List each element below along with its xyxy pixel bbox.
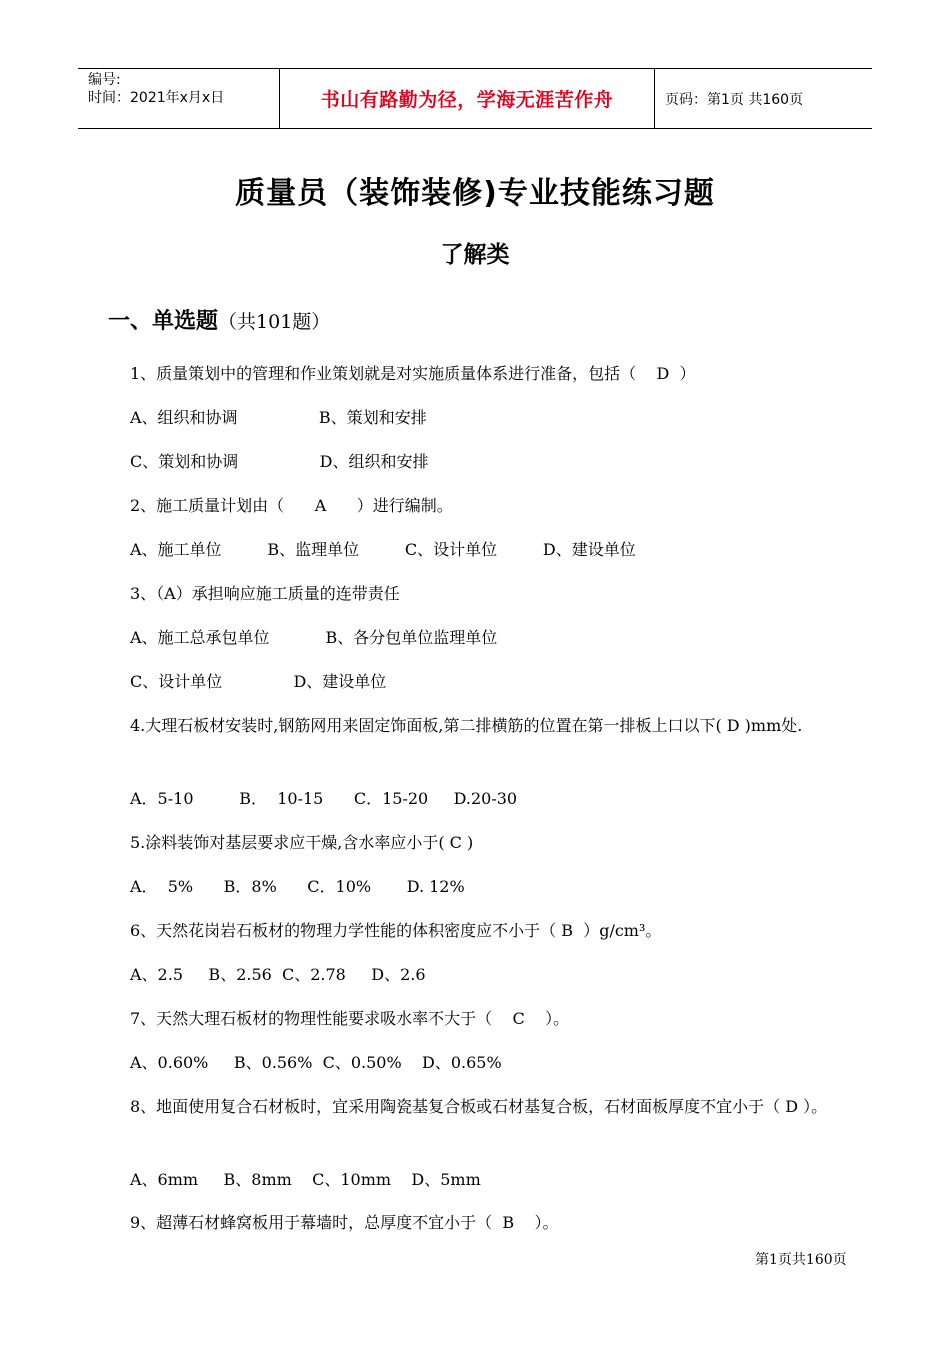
header-motto: [280, 69, 655, 128]
section-heading-note: （共101题）: [218, 311, 331, 333]
question-9: 9、超薄石材蜂窝板用于幕墙时，总厚度不宜小于（ B ）。: [130, 1213, 559, 1232]
question-7: 7、天然大理石板材的物理性能要求吸水率不大于（ C ）。: [130, 1009, 570, 1028]
question-4: 4.大理石板材安装时,钢筋网用来固定饰面板,第二排横筋的位置在第一排板上口以下( D )mm处.: [130, 716, 803, 735]
section-heading: [108, 304, 330, 335]
header-meta: [78, 69, 280, 128]
question-8: 8、地面使用复合石材板时，宜采用陶瓷基复合板或石材基复合板，石材面板厚度不宜小于（ D ）。: [130, 1097, 828, 1116]
time-label: 时间：2021年x月x日: [88, 90, 225, 106]
question-8-options: A、6mm B、8mm C、10mm D、5mm: [130, 1170, 481, 1189]
header-page-info: [655, 69, 872, 128]
question-1: 1、质量策划中的管理和作业策划就是对实施质量体系进行准备，包括（ D ）: [130, 364, 696, 383]
page-info-text: 页码：第1页 共160页: [665, 91, 804, 108]
question-5-options: A． 5% B．8% C．10% D. 12%: [130, 877, 465, 896]
question-6: 6、天然花岗岩石板材的物理力学性能的体积密度应不小于（ B ）g/cm³。: [130, 921, 662, 940]
number-label: 编号:: [88, 72, 121, 88]
question-5: 5.涂料装饰对基层要求应干燥,含水率应小于( C ): [130, 833, 474, 852]
page-footer: 第1页共160页: [755, 1252, 847, 1268]
motto-text: 书山有路勤为径，学海无涯苦作舟: [320, 89, 614, 111]
question-6-options: A、2.5 B、2.56 C、2.78 D、2.6: [130, 965, 426, 984]
question-2: 2、施工质量计划由（ A ）进行编制。: [130, 496, 453, 515]
section-heading-text: 一、单选题: [108, 309, 219, 334]
document-subtitle: 了解类: [440, 242, 510, 268]
question-1-options-a-b: A、组织和协调 B、策划和安排: [130, 408, 427, 427]
question-4-options: A．5-10 B． 10-15 C．15-20 D.20-30: [130, 789, 518, 808]
document-title: 质量员（装饰装修)专业技能练习题: [235, 176, 715, 211]
question-3-options-a-b: A、施工总承包单位 B、各分包单位监理单位: [130, 628, 498, 647]
question-1-options-c-d: C、策划和协调 D、组织和安排: [130, 452, 429, 471]
question-7-options: A、0.60% B、0.56% C、0.50% D、0.65%: [130, 1053, 502, 1072]
question-3-options-c-d: C、设计单位 D、建设单位: [130, 672, 387, 691]
question-2-options: A、施工单位 B、监理单位 C、设计单位 D、建设单位: [130, 540, 636, 559]
page-header: [78, 68, 872, 129]
question-3: 3、（A）承担响应施工质量的连带责任: [130, 584, 400, 603]
